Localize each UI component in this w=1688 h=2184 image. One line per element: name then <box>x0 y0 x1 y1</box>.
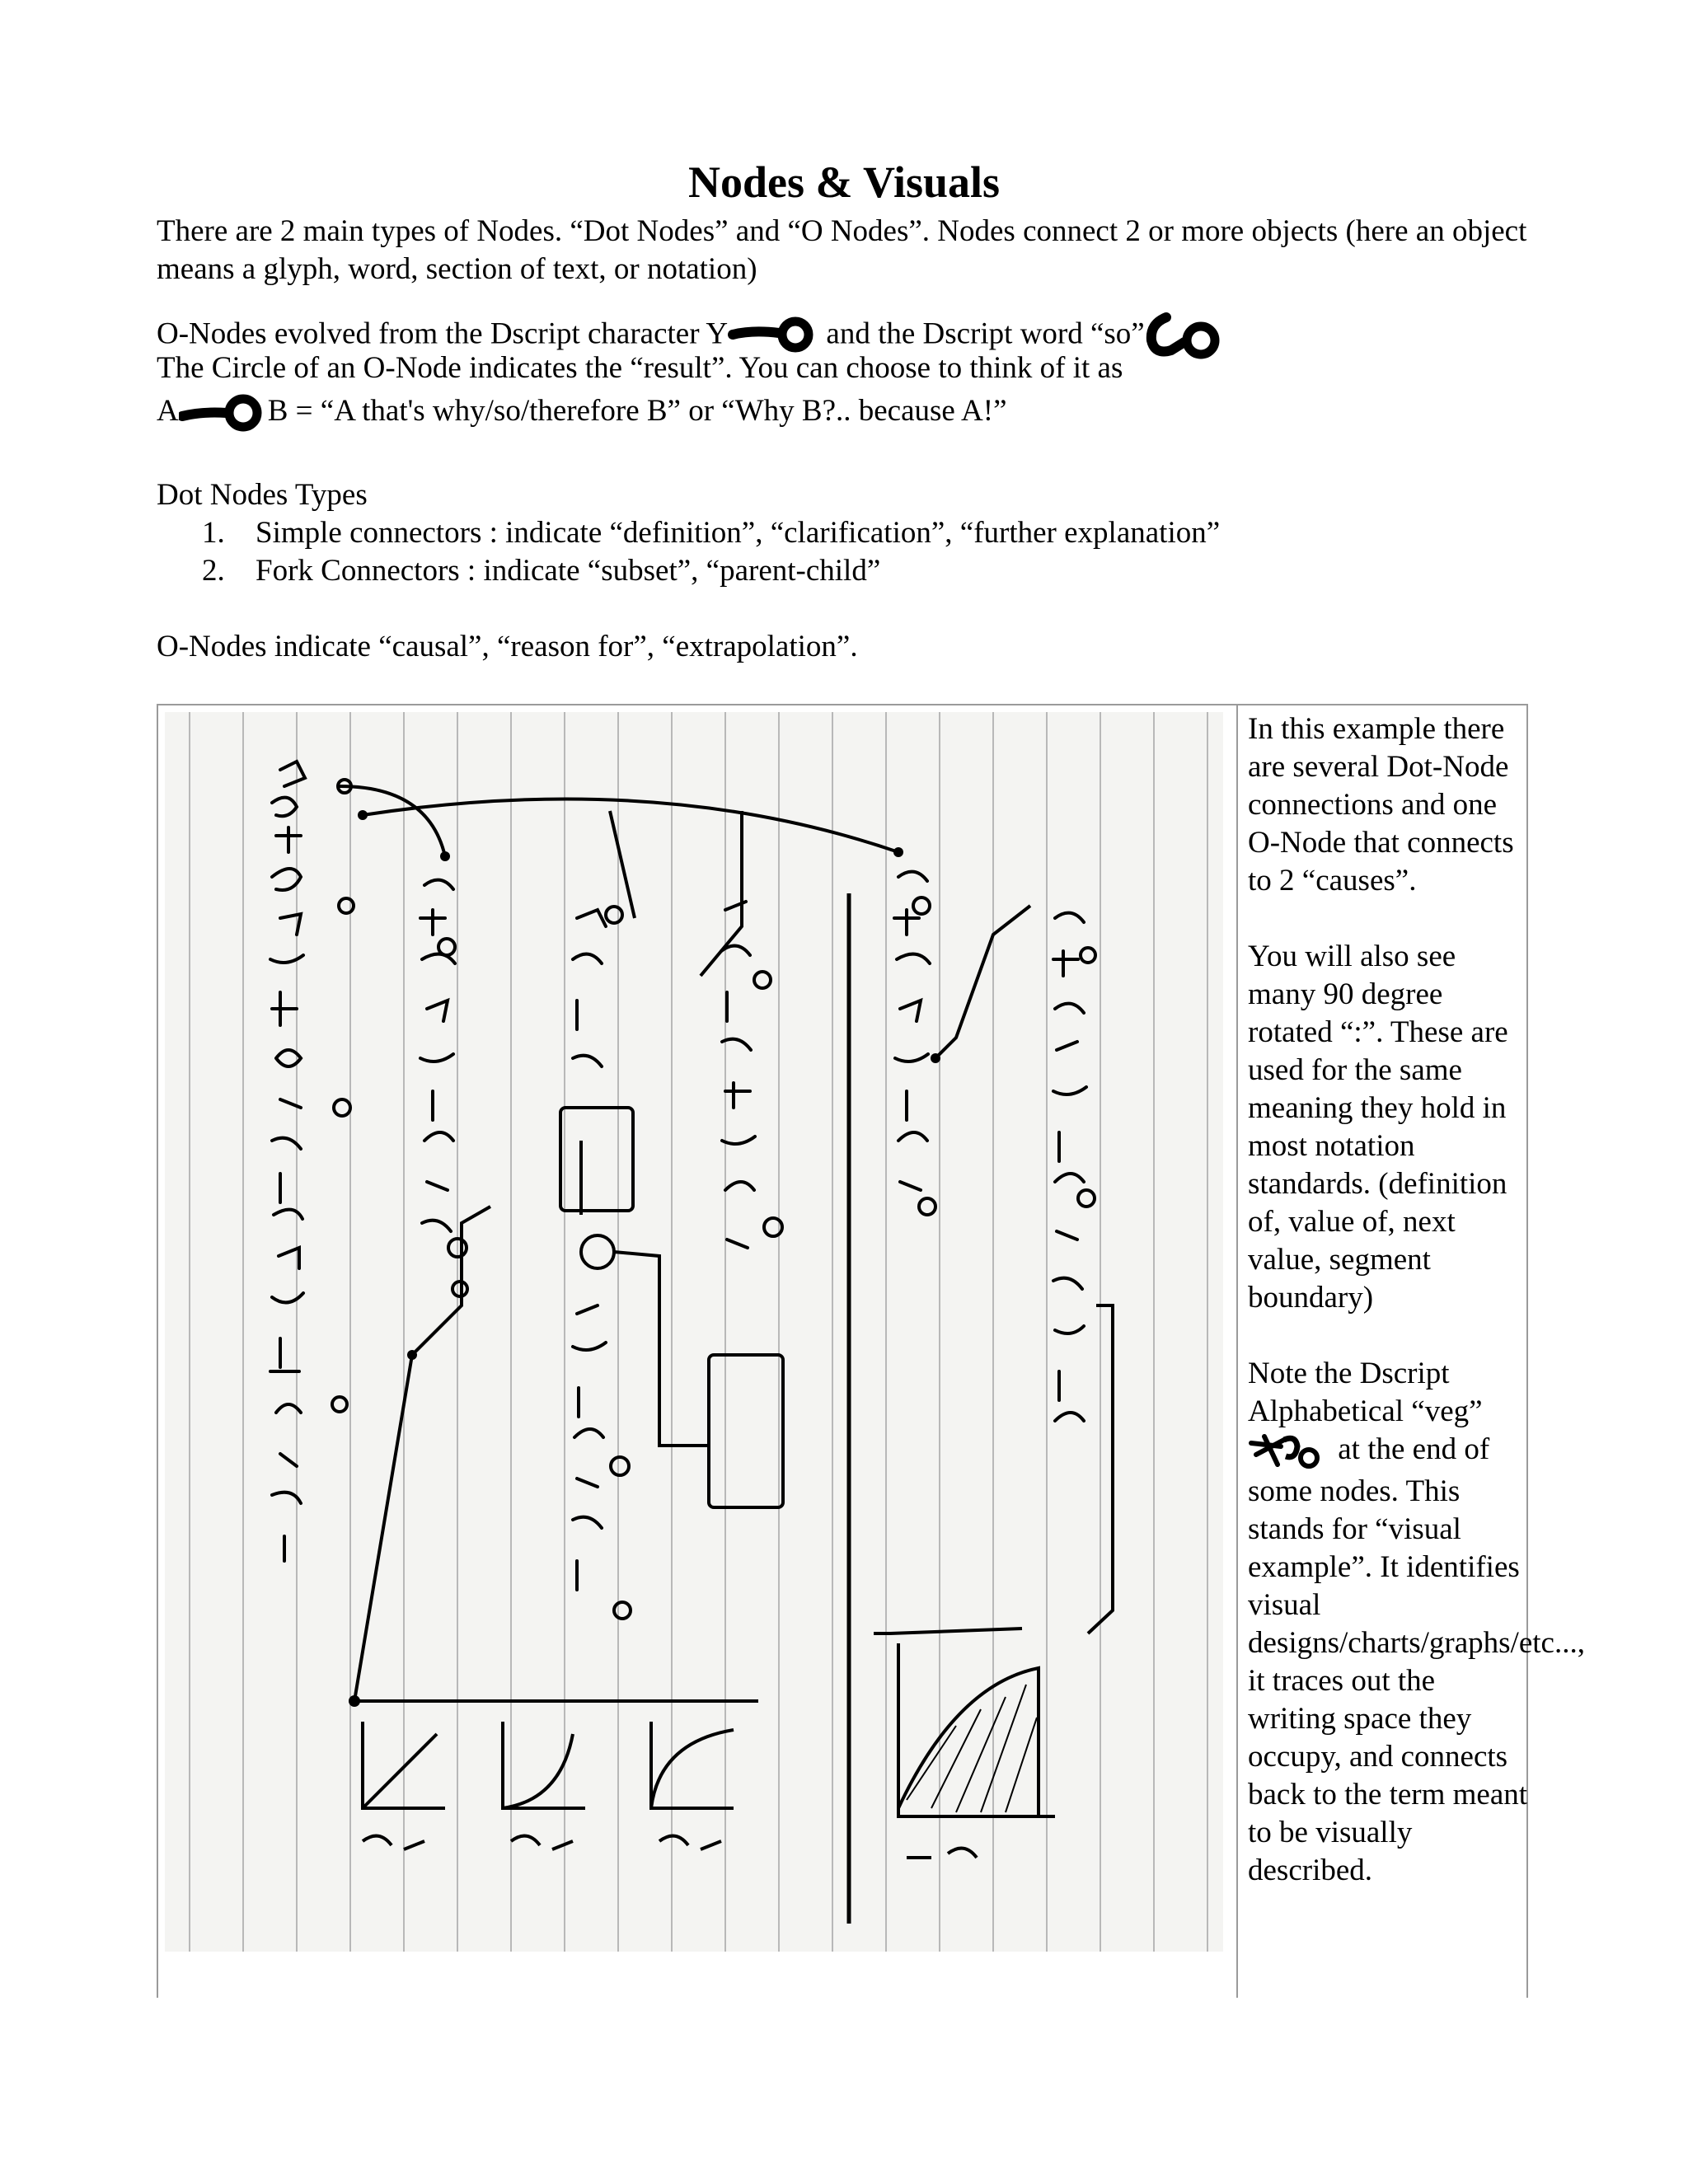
so-word-text: and the Dscript word “so” <box>826 316 1145 351</box>
page-title: Nodes & Visuals <box>687 157 1001 207</box>
intro-paragraph: There are 2 main types of Nodes. “Dot Nodes” and “O Nodes”. Nodes connect 2 or more objects (here an object means a glyph, word, section of text, or notation) <box>157 214 1527 286</box>
explanation-sidebar <box>1248 710 1585 1890</box>
example-b-text: B = “A that's why/so/therefore B” or “Why B?.. because A!” <box>267 394 1007 428</box>
dot-nodes-heading: Dot Nodes Types <box>157 478 368 512</box>
list-item: 1. Simple connectors : indicate “definition”, “clarification”, “further explanation” <box>202 516 1221 550</box>
example-a-label: A <box>157 394 179 428</box>
list-item: 2. Fork Connectors : indicate “subset”, “parent-child” <box>202 554 881 588</box>
sidebar-paragraph-3: Note the Dscript Alphabetical “veg” at the end of some nodes. This stands for “visual example”. It identifies visual designs/charts/graphs/etc..., it traces out the writing space they occupy, and connects back to the term meant to be visually described. <box>1248 1357 1585 1887</box>
onodes-indicate-line: O-Nodes indicate “causal”, “reason for”, “extrapolation”. <box>157 630 858 663</box>
handwritten-example-image <box>165 712 1223 1952</box>
table-column-divider <box>1236 705 1238 1998</box>
veg-glyph-icon <box>1248 1432 1330 1473</box>
circle-result-line: The Circle of an O-Node indicates the “result”. You can choose to think of it as <box>157 351 1123 385</box>
example-line <box>157 392 1533 434</box>
sidebar-paragraph-1: In this example there are several Dot-Node connections and one O-Node that connects to 2 “causes”. <box>1248 712 1514 898</box>
onode-glyph-icon <box>179 393 268 434</box>
example-table <box>157 704 1585 1998</box>
dot-types-list <box>202 514 1220 590</box>
onodes-origin-text: O-Nodes evolved from the Dscript character Y <box>157 316 729 351</box>
sidebar-paragraph-2: You will also see many 90 degree rotated “:”. These are used for the same meaning they hold in most notation standards. (definition of, value of, next value, segment boundary) <box>1248 940 1508 1315</box>
